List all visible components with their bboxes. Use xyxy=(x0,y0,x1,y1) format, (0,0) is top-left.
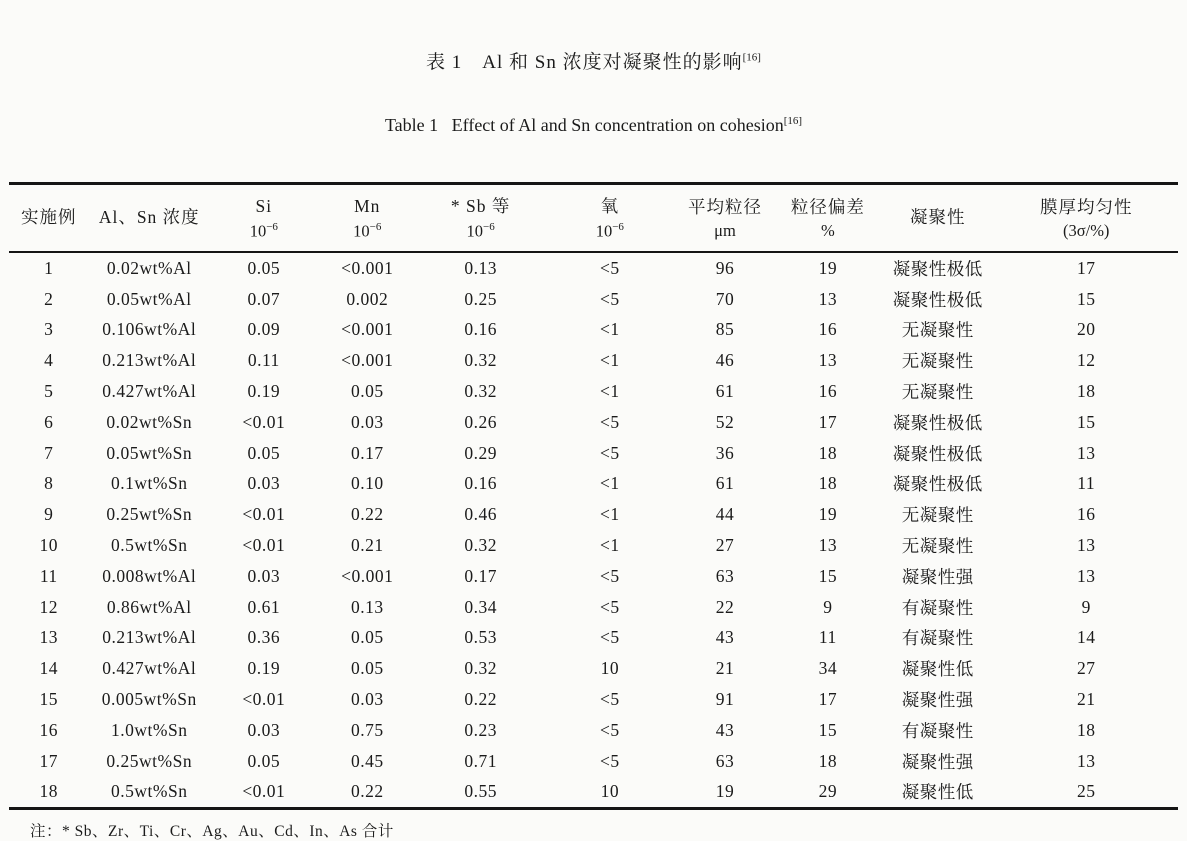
table-row xyxy=(9,438,1178,469)
table-row xyxy=(9,407,1178,438)
table-cell: 1.0wt%Sn xyxy=(111,719,188,740)
table-row xyxy=(9,469,1178,500)
table-cell: 0.5wt%Sn xyxy=(111,535,188,556)
table-cell: <5 xyxy=(600,719,620,740)
column-header-7 xyxy=(675,184,774,253)
column-header-6 xyxy=(544,184,675,253)
table-cell: 8 xyxy=(44,473,54,494)
table-cell: 12 xyxy=(39,596,58,617)
table-cell: 9 xyxy=(44,504,54,525)
table-cell: <1 xyxy=(600,535,620,556)
table-row xyxy=(9,623,1178,654)
column-header-unit: $10^{-6}$ xyxy=(249,220,278,241)
table-row xyxy=(9,315,1178,346)
table-cell: <0.01 xyxy=(242,781,286,802)
table-cell: 70 xyxy=(715,288,735,309)
table-cell: 63 xyxy=(715,750,735,771)
table-cell: 9 xyxy=(823,596,833,617)
table-cell: 61 xyxy=(715,473,735,494)
table-row xyxy=(9,684,1178,715)
table-cell: <0.001 xyxy=(341,257,394,278)
table-cell: 15 xyxy=(39,689,58,710)
table-cell: <0.001 xyxy=(341,319,394,340)
table-cell: 0.25wt%Sn xyxy=(106,504,193,525)
table-cell: 0.05 xyxy=(247,750,281,771)
column-header-label: Si xyxy=(255,196,273,217)
table-cell: 29 xyxy=(818,781,838,802)
table-cell: 0.75 xyxy=(350,719,384,740)
table-cell: 1 xyxy=(44,257,54,278)
table-cell: 0.05 xyxy=(247,257,281,278)
table-cell: 0.05 xyxy=(247,442,281,463)
table-cell: 0.11 xyxy=(247,350,280,371)
table-cell: 0.03 xyxy=(247,473,281,494)
table-cell: 18 xyxy=(818,473,838,494)
table-cell: 0.03 xyxy=(350,689,384,710)
unit-exponent: −6 xyxy=(266,220,278,233)
table-cell: 0.32 xyxy=(464,350,497,371)
table-cell: <5 xyxy=(600,689,620,710)
table-cell: 0.03 xyxy=(247,719,281,740)
table-cell: <1 xyxy=(600,350,620,371)
column-header-label: 实施例 xyxy=(20,207,77,228)
table-title-en xyxy=(0,115,1187,136)
table-cell: 43 xyxy=(715,719,735,740)
table-cell: 0.53 xyxy=(464,627,497,648)
table-cell: 13 xyxy=(818,350,838,371)
table-cell: 17 xyxy=(818,411,838,432)
unit-exponent: −6 xyxy=(369,220,382,233)
table-cell: 18 xyxy=(818,442,838,463)
table-cell: 0.05 xyxy=(350,658,384,679)
table-cell: 15 xyxy=(1076,411,1096,432)
table-cell: 0.02wt%Al xyxy=(106,257,192,278)
table-row xyxy=(9,746,1178,777)
table-cell: 0.07 xyxy=(247,288,281,309)
table-cell: 17 xyxy=(39,750,58,771)
table-cell: <5 xyxy=(600,596,620,617)
table-cell: <1 xyxy=(600,381,620,402)
column-header-unit: $10^{-6}$ xyxy=(353,220,382,241)
table-cell: 凝聚性强 xyxy=(901,566,974,587)
table-title-zh xyxy=(0,47,1187,74)
column-header-unit: $10^{-6}$ xyxy=(466,220,495,241)
table-cell: 61 xyxy=(715,381,735,402)
table-cell: 16 xyxy=(1076,504,1096,525)
table-cell: 0.46 xyxy=(464,504,497,525)
table-cell: 0.008wt%Al xyxy=(102,565,197,586)
table-cell: 0.25 xyxy=(464,288,497,309)
table-cell: 16 xyxy=(818,319,838,340)
table-cell: 19 xyxy=(818,504,838,525)
table-cell: 0.1wt%Sn xyxy=(111,473,188,494)
table-cell: 11 xyxy=(39,565,58,586)
table-cell: 0.45 xyxy=(350,750,384,771)
table-cell: 0.19 xyxy=(247,381,281,402)
table-cell: 44 xyxy=(715,504,735,525)
table-cell: 0.427wt%Al xyxy=(102,381,197,402)
table-cell: <5 xyxy=(600,750,620,771)
column-header-2 xyxy=(88,184,210,253)
table-cell: <0.01 xyxy=(242,504,286,525)
citation-ref-zh: [16] xyxy=(742,51,761,64)
table-cell: 13 xyxy=(1076,750,1096,771)
table-cell: 52 xyxy=(715,411,735,432)
table-cell: 0.5wt%Sn xyxy=(111,781,188,802)
table-cell: 0.16 xyxy=(464,473,497,494)
table-cell: 3 xyxy=(44,319,54,340)
table-cell: <0.01 xyxy=(242,689,286,710)
table-cell: 0.16 xyxy=(464,319,497,340)
table-cell: 0.03 xyxy=(247,565,281,586)
table-cell: 10 xyxy=(600,781,620,802)
table-cell: 13 xyxy=(1076,565,1096,586)
table-cell: 0.36 xyxy=(247,627,281,648)
table-header xyxy=(9,184,1178,253)
table-cell: 0.427wt%Al xyxy=(102,658,197,679)
table-cell: 有凝聚性 xyxy=(901,628,974,649)
table-cell: 0.213wt%Al xyxy=(102,350,197,371)
table-cell: 0.26 xyxy=(464,411,497,432)
table-cell: 0.22 xyxy=(350,781,384,802)
table-cell: <1 xyxy=(600,473,620,494)
table-cell: <0.001 xyxy=(341,565,394,586)
table-cell: 34 xyxy=(818,658,838,679)
table-cell: 15 xyxy=(818,719,838,740)
table-cell: 凝聚性极低 xyxy=(892,412,983,433)
table-cell: 0.09 xyxy=(247,319,281,340)
table-cell: 13 xyxy=(1076,535,1096,556)
citation-ref-en: [16] xyxy=(783,115,803,127)
table-cell: 63 xyxy=(715,565,735,586)
table-cell: 凝聚性强 xyxy=(901,751,974,772)
table-row xyxy=(9,499,1178,530)
table-cell: 13 xyxy=(818,288,838,309)
table-cell: 0.05wt%Sn xyxy=(106,442,193,463)
table-row xyxy=(9,592,1178,623)
table-cell: 7 xyxy=(44,442,54,463)
table-cell: 0.005wt%Sn xyxy=(101,689,197,710)
table-cell: 0.13 xyxy=(350,596,384,617)
table-title-en-text: Table 1 Effect of Al and Sn concentration on cohesion xyxy=(384,115,784,135)
table-cell: 凝聚性极低 xyxy=(892,474,983,495)
table-row xyxy=(9,252,1178,284)
table-cell: 0.22 xyxy=(464,689,497,710)
table-cell: 0.32 xyxy=(464,658,497,679)
column-header-label: 氧 xyxy=(600,196,620,217)
table-cell: 91 xyxy=(715,689,735,710)
table-cell: 9 xyxy=(1081,596,1091,617)
column-header-unit: (3σ/%) xyxy=(1062,220,1110,240)
table-row xyxy=(9,777,1178,809)
table-cell: 0.02wt%Sn xyxy=(106,411,193,432)
table-cell: 43 xyxy=(715,627,735,648)
table-row xyxy=(9,345,1178,376)
table-cell: 10 xyxy=(39,535,58,556)
column-header-label: 粒径偏差 xyxy=(790,196,865,217)
table-cell: 27 xyxy=(715,535,735,556)
table-cell: 18 xyxy=(1076,719,1096,740)
table-cell: 0.55 xyxy=(464,781,497,802)
table-cell: <0.01 xyxy=(242,535,286,556)
table-cell: 0.71 xyxy=(464,750,497,771)
column-header-label: * Sb 等 xyxy=(450,196,511,217)
table-cell: 0.29 xyxy=(464,442,497,463)
table-body xyxy=(9,252,1178,809)
column-header-3 xyxy=(210,184,318,253)
column-header-label: 凝聚性 xyxy=(909,207,966,228)
table-cell: 96 xyxy=(715,257,735,278)
table-cell: 0.19 xyxy=(247,658,281,679)
table-cell: 有凝聚性 xyxy=(901,720,974,741)
table-cell: 16 xyxy=(39,719,58,740)
table-cell: 0.106wt%Al xyxy=(102,319,197,340)
table-title-zh-text: 表 1 Al 和 Sn 浓度对凝聚性的影响 xyxy=(426,52,743,73)
table-cell: 11 xyxy=(818,627,837,648)
table-cell: 0.23 xyxy=(464,719,497,740)
table-cell: 凝聚性强 xyxy=(901,690,974,711)
table-cell: <5 xyxy=(600,442,620,463)
table-cell: 20 xyxy=(1076,319,1096,340)
table-cell: <5 xyxy=(600,565,620,586)
table-cell: 17 xyxy=(818,689,838,710)
column-header-9 xyxy=(881,184,994,253)
table-cell: <5 xyxy=(600,627,620,648)
column-header-4 xyxy=(318,184,417,253)
table-cell: 15 xyxy=(1076,288,1096,309)
table-cell: 12 xyxy=(1076,350,1096,371)
table-caption xyxy=(0,0,1187,172)
table-cell: 21 xyxy=(715,658,735,679)
table-row xyxy=(9,376,1178,407)
table-cell: 0.34 xyxy=(464,596,497,617)
table-row xyxy=(9,530,1178,561)
table-cell: 13 xyxy=(1076,442,1096,463)
table-cell: 0.10 xyxy=(350,473,384,494)
table-cell: 0.86wt%Al xyxy=(106,596,192,617)
table-cell: 0.05wt%Al xyxy=(106,288,192,309)
unit-exponent: −6 xyxy=(612,220,624,233)
table-cell: 0.13 xyxy=(464,257,497,278)
table-row xyxy=(9,715,1178,746)
column-header-5 xyxy=(417,184,544,253)
table-cell: <1 xyxy=(600,319,620,340)
table-cell: <1 xyxy=(600,504,620,525)
table-cell: 0.32 xyxy=(464,381,497,402)
table-cell: 27 xyxy=(1076,658,1096,679)
table-cell: 21 xyxy=(1076,689,1096,710)
table-cell: 凝聚性低 xyxy=(901,782,974,803)
table-cell: 11 xyxy=(1077,473,1096,494)
data-table xyxy=(9,182,1178,810)
table-cell: 19 xyxy=(818,257,838,278)
table-cell: 0.17 xyxy=(350,442,384,463)
table-cell: 0.002 xyxy=(346,288,389,309)
table-cell: <0.001 xyxy=(341,350,394,371)
table-cell: 36 xyxy=(715,442,735,463)
table-cell: 0.61 xyxy=(247,596,281,617)
table-cell: 10 xyxy=(600,658,620,679)
table-cell: 凝聚性极低 xyxy=(892,443,983,464)
table-cell: 22 xyxy=(715,596,735,617)
table-cell: 4 xyxy=(44,350,54,371)
table-cell: 0.21 xyxy=(350,535,384,556)
table-cell: <0.01 xyxy=(242,411,286,432)
table-cell: 15 xyxy=(818,565,838,586)
table-cell: 0.25wt%Sn xyxy=(106,750,193,771)
table-cell: 18 xyxy=(818,750,838,771)
column-header-unit: μm xyxy=(714,220,736,240)
table-cell: 14 xyxy=(1076,627,1096,648)
table-cell: 85 xyxy=(715,319,735,340)
column-header-label: 膜厚均匀性 xyxy=(1039,196,1133,217)
table-cell: 有凝聚性 xyxy=(901,597,974,618)
table-cell: 凝聚性极低 xyxy=(892,289,983,310)
table-cell: 17 xyxy=(1076,257,1096,278)
table-cell: 14 xyxy=(39,658,58,679)
header-row xyxy=(9,184,1178,253)
table-cell: 0.213wt%Al xyxy=(102,627,197,648)
table-cell: <5 xyxy=(600,411,620,432)
column-header-unit: $10^{-6}$ xyxy=(595,220,624,241)
column-header-unit: % xyxy=(820,220,835,240)
column-header-label: Al、Sn 浓度 xyxy=(98,207,200,228)
table-cell: <5 xyxy=(600,257,620,278)
table-cell: 18 xyxy=(39,781,58,802)
table-footnote: 注：* Sb、Zr、Ti、Cr、Ag、Au、Cd、In、As 合计 xyxy=(30,823,394,841)
column-header-label: 平均粒径 xyxy=(687,196,762,217)
table-cell: 19 xyxy=(715,781,735,802)
table-row xyxy=(9,284,1178,315)
table-cell: 无凝聚性 xyxy=(901,382,974,403)
table-cell: 18 xyxy=(1076,381,1096,402)
table-row xyxy=(9,653,1178,684)
column-header-label: Mn xyxy=(354,196,381,217)
table-cell: 13 xyxy=(39,627,58,648)
table-cell: 0.05 xyxy=(350,381,384,402)
column-header-1 xyxy=(9,184,88,253)
table-cell: 0.17 xyxy=(464,565,497,586)
unit-exponent: −6 xyxy=(483,220,495,233)
table-cell: 凝聚性低 xyxy=(901,659,974,680)
column-header-10 xyxy=(994,184,1178,253)
table-cell: 2 xyxy=(44,288,54,309)
table-cell: 46 xyxy=(715,350,735,371)
table-cell: 无凝聚性 xyxy=(901,536,974,557)
table-cell: 0.32 xyxy=(464,535,497,556)
table-cell: 5 xyxy=(44,381,54,402)
table-cell: 0.03 xyxy=(350,411,384,432)
table-cell: 无凝聚性 xyxy=(901,505,974,526)
table-row xyxy=(9,561,1178,592)
table-cell: 16 xyxy=(818,381,838,402)
table-cell: 无凝聚性 xyxy=(901,351,974,372)
table-cell: 6 xyxy=(44,411,54,432)
column-header-8 xyxy=(775,184,881,253)
table-cell: 0.05 xyxy=(350,627,384,648)
table-cell: 0.22 xyxy=(350,504,384,525)
table-cell: <5 xyxy=(600,288,620,309)
table-cell: 13 xyxy=(818,535,838,556)
table-cell: 无凝聚性 xyxy=(901,320,974,341)
table-cell: 凝聚性极低 xyxy=(892,258,983,279)
table-cell: 25 xyxy=(1076,781,1096,802)
